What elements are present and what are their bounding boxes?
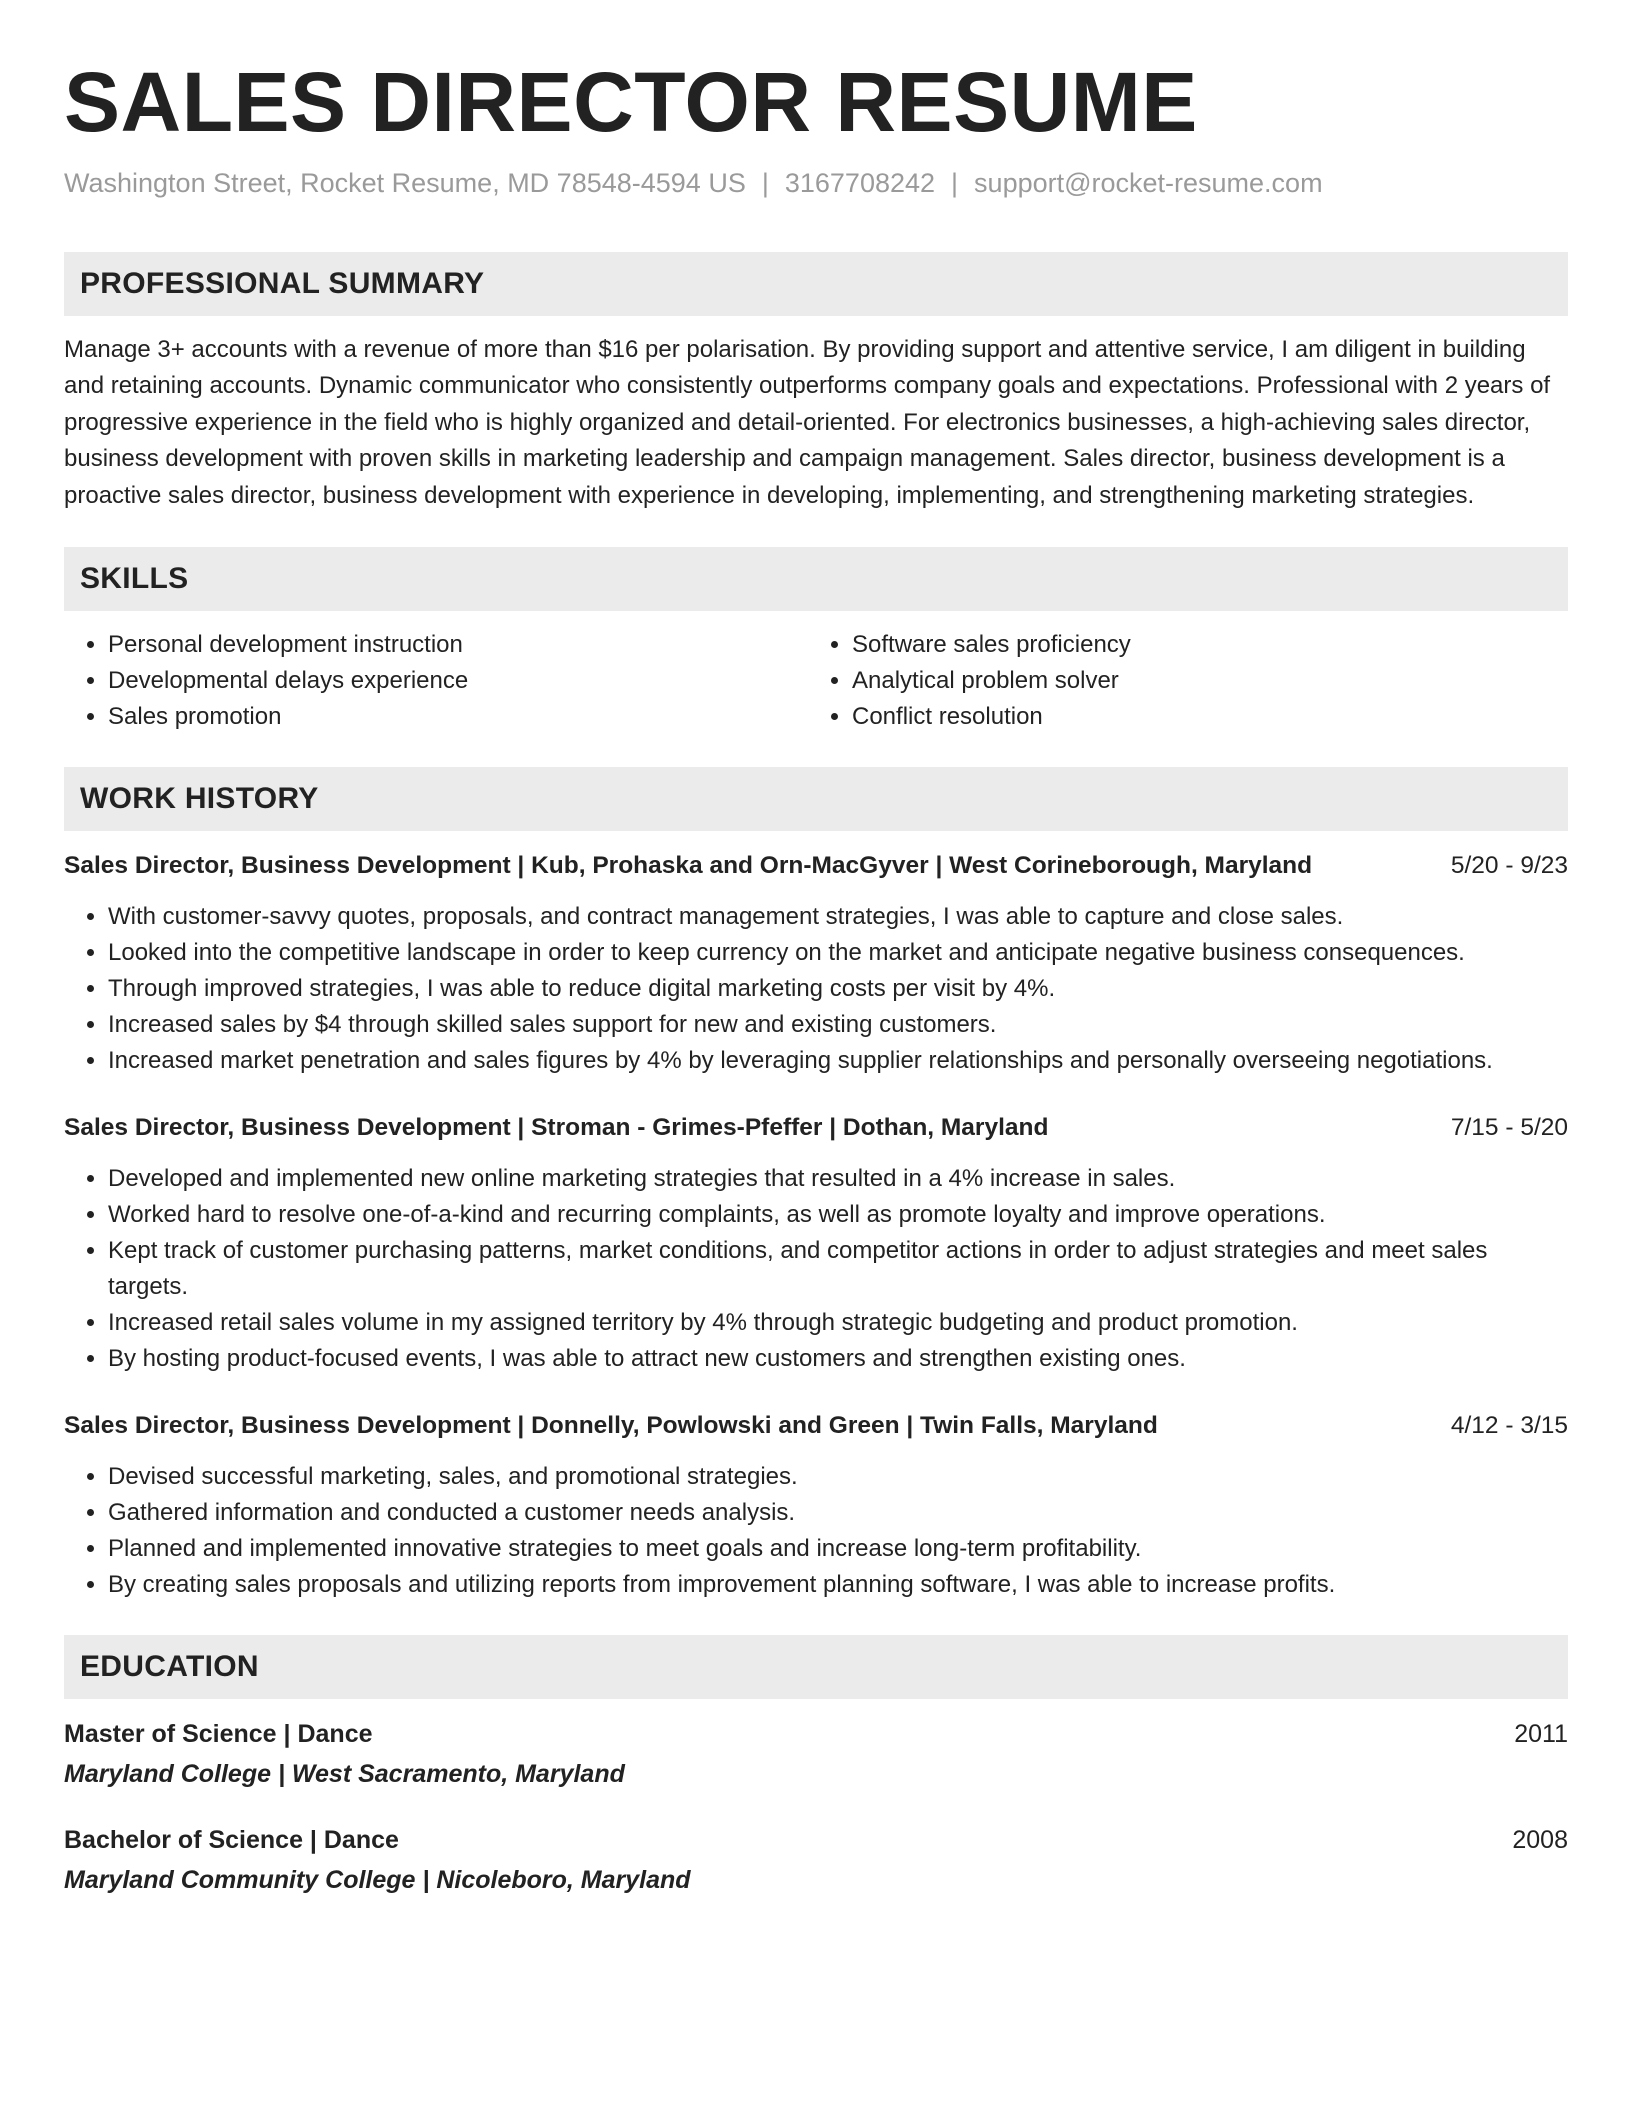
job-bullet: • By hosting product-focused events, I was able to attract new customers and strengthen existing ones.: [108, 1341, 1568, 1377]
contact-phone: 3167708242: [784, 168, 936, 198]
resume-title: SALES DIRECTOR RESUME: [64, 55, 1198, 149]
summary-text: Manage 3+ accounts with a revenue of more than $16 per polarisation. By providing support and attentive service, I am diligent in building and retaining accounts. Dynamic communicator who consistently outperforms company goals and expectations. Professional with 2 years of progressive experience in the field who is highly organized and detail-oriented. For electronics businesses, a high-achieving sales director, business development with proven skills in marketing leadership and campaign management. Sales director, business development is a proactive sales director, business development with experience in developing, implementing, and strengthening marketing strategies.: [64, 336, 1551, 509]
skills-column-1: [64, 627, 808, 735]
job-bullet: • Increased retail sales volume in my assigned territory by 4% through strategic budgeting and product promotion.: [108, 1305, 1568, 1341]
education-degree: Master of Science | Dance: [64, 1720, 373, 1749]
job-bullet: • Looked into the competitive landscape in order to keep currency on the market and anticipate negative business consequences.: [108, 935, 1568, 971]
section-header-skills: SKILLS: [64, 547, 1568, 611]
job-dates: 7/15 - 5/20: [1450, 1114, 1568, 1142]
education-school: Maryland College | West Sacramento, Maryland: [64, 1760, 625, 1789]
skill-item: • Conflict resolution: [852, 699, 1552, 735]
education-school: Maryland Community College | Nicoleboro, Maryland: [64, 1866, 691, 1895]
skills-list: [64, 627, 1568, 735]
job-bullet: • Kept track of customer purchasing patterns, market conditions, and competitor actions in order to adjust strategies and meet sales targets.: [108, 1233, 1568, 1305]
section-header-summary: PROFESSIONAL SUMMARY: [64, 252, 1568, 316]
education-year: 2011: [1514, 1720, 1568, 1749]
contact-email: support@rocket-resume.com: [974, 168, 1323, 198]
job-heading-row: [64, 1409, 1568, 1443]
contact-separator: |: [761, 168, 769, 198]
job-heading-row: [64, 1111, 1568, 1145]
education-degree: Bachelor of Science | Dance: [64, 1826, 399, 1855]
education-year: 2008: [1512, 1826, 1568, 1855]
education-heading-row: [64, 1717, 1568, 1751]
section-header-work-history: WORK HISTORY: [64, 767, 1568, 831]
job-bullet: • Increased sales by $4 through skilled sales support for new and existing customers.: [108, 1007, 1568, 1043]
education-entry: [64, 1717, 1568, 1791]
job-heading-row: [64, 849, 1568, 883]
education-entry: [64, 1823, 1568, 1897]
job-bullets: [64, 1459, 1568, 1603]
contact-separator: |: [951, 168, 959, 198]
job-dates: 5/20 - 9/23: [1450, 852, 1568, 880]
job-entry: [64, 1409, 1568, 1603]
job-bullet: • With customer-savvy quotes, proposals, and contract management strategies, I was able to capture and close sales.: [108, 899, 1568, 935]
section-header-education: EDUCATION: [64, 1635, 1568, 1699]
job-bullet: • Planned and implemented innovative strategies to meet goals and increase long-term profitability.: [108, 1531, 1568, 1567]
job-bullet: • Developed and implemented new online marketing strategies that resulted in a 4% increase in sales.: [108, 1161, 1568, 1197]
job-dates: 4/12 - 3/15: [1450, 1412, 1568, 1440]
contact-line: [64, 166, 1568, 200]
skill-item: • Sales promotion: [108, 699, 808, 735]
job-entry: [64, 1111, 1568, 1377]
job-bullet: • Through improved strategies, I was able to reduce digital marketing costs per visit by 4%.: [108, 971, 1568, 1007]
job-bullet: • Devised successful marketing, sales, and promotional strategies.: [108, 1459, 1568, 1495]
skill-item: • Personal development instruction: [108, 627, 808, 663]
job-bullet: • Gathered information and conducted a customer needs analysis.: [108, 1495, 1568, 1531]
job-heading: Sales Director, Business Development | Kub, Prohaska and Orn-MacGyver | West Corineborough, Maryland: [64, 852, 1313, 880]
resume-page: [64, 52, 1568, 1897]
job-entry: [64, 849, 1568, 1079]
skill-item: • Software sales proficiency: [852, 627, 1552, 663]
contact-address: Washington Street, Rocket Resume, MD 78548-4594 US: [64, 168, 746, 198]
job-bullet: • By creating sales proposals and utilizing reports from improvement planning software, I was able to increase profits.: [108, 1567, 1568, 1603]
job-bullets: [64, 899, 1568, 1079]
skill-item: • Developmental delays experience: [108, 663, 808, 699]
job-bullets: [64, 1161, 1568, 1377]
skills-column-2: [808, 627, 1552, 735]
education-heading-row: [64, 1823, 1568, 1857]
job-bullet: • Worked hard to resolve one-of-a-kind and recurring complaints, as well as promote loyalty and improve operations.: [108, 1197, 1568, 1233]
job-heading: Sales Director, Business Development | Stroman - Grimes-Pfeffer | Dothan, Maryland: [64, 1114, 1049, 1142]
job-bullet: • Increased market penetration and sales figures by 4% by leveraging supplier relationships and personally overseeing negotiations.: [108, 1043, 1568, 1079]
job-heading: Sales Director, Business Development | Donnelly, Powlowski and Green | Twin Falls, Maryland: [64, 1412, 1158, 1440]
skill-item: • Analytical problem solver: [852, 663, 1552, 699]
